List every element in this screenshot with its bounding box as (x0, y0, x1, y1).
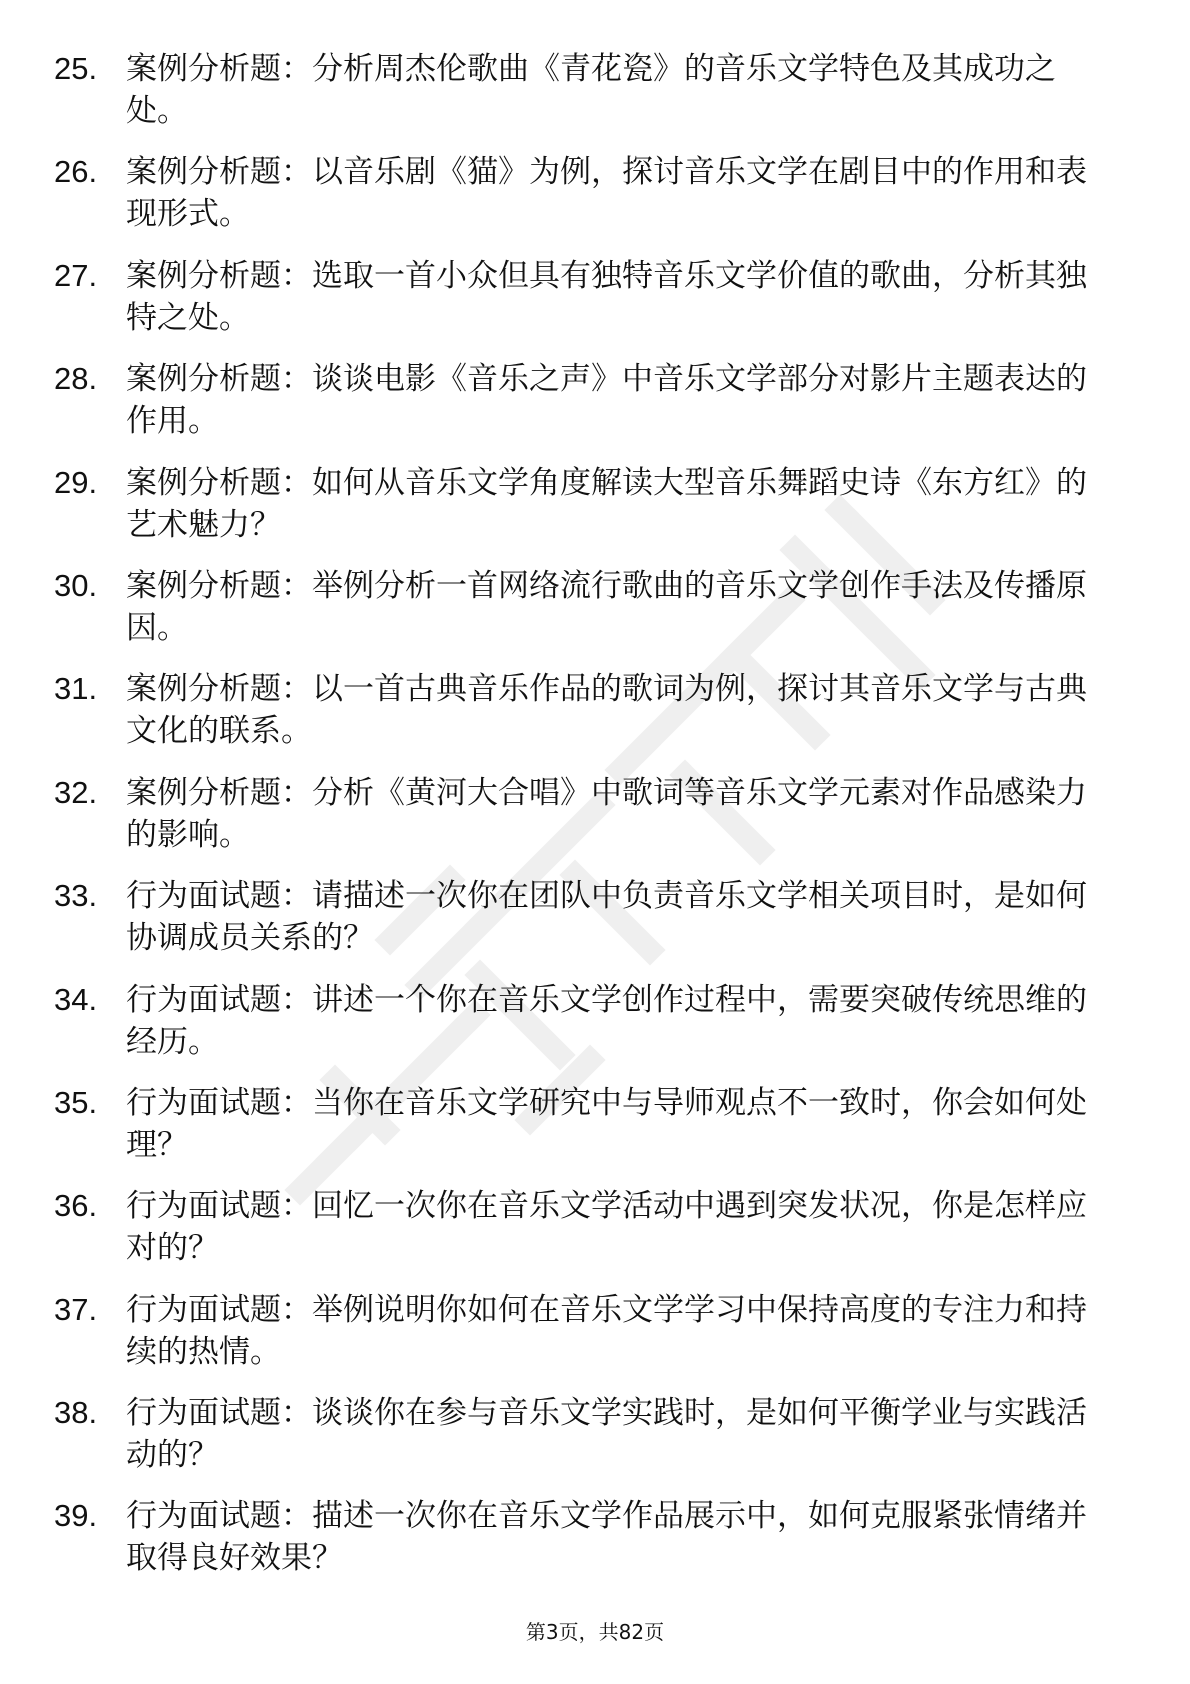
question-text: 案例分析题：选取一首小众但具有独特音乐文学价值的歌曲，分析其独特之处。 (126, 257, 1087, 336)
question-text: 行为面试题：讲述一个你在音乐文学创作过程中，需要突破传统思维的经历。 (126, 981, 1087, 1060)
question-number: 31. (54, 671, 98, 707)
question-item-33 (54, 875, 1116, 959)
question-item-31 (54, 668, 1116, 752)
question-item-28 (54, 358, 1116, 442)
question-item-39 (54, 1495, 1116, 1579)
question-number: 38. (54, 1395, 98, 1431)
question-item-26 (54, 151, 1116, 235)
question-number: 34. (54, 981, 98, 1017)
question-number: 27. (54, 257, 98, 293)
question-number: 37. (54, 1291, 98, 1327)
question-item-30 (54, 565, 1116, 649)
question-number: 25. (54, 51, 98, 86)
question-text: 案例分析题：分析周杰伦歌曲《青花瓷》的音乐文学特色及其成功之处。 (126, 51, 1056, 129)
question-text: 行为面试题：举例说明你如何在音乐文学学习中保持高度的专注力和持续的热情。 (126, 1291, 1087, 1370)
question-number: 30. (54, 567, 98, 603)
question-text: 行为面试题：回忆一次你在音乐文学活动中遇到突发状况，你是怎样应对的？ (126, 1188, 1087, 1267)
question-item-25 (54, 48, 1116, 132)
question-number: 26. (54, 154, 98, 190)
question-number: 32. (54, 774, 98, 810)
question-text: 行为面试题：谈谈你在参与音乐文学实践时，是如何平衡学业与实践活动的？ (126, 1395, 1087, 1474)
question-item-35 (54, 1082, 1116, 1166)
question-number: 29. (54, 464, 98, 500)
question-item-29 (54, 462, 1116, 546)
question-item-36 (54, 1185, 1116, 1269)
page-number-label: 第3页，共82页 (525, 1620, 665, 1644)
question-item-38 (54, 1392, 1116, 1476)
question-text: 案例分析题：以音乐剧《猫》为例，探讨音乐文学在剧目中的作用和表现形式。 (126, 154, 1087, 233)
question-item-37 (54, 1289, 1116, 1373)
page-footer (0, 1618, 1190, 1646)
question-text: 行为面试题：请描述一次你在团队中负责音乐文学相关项目时，是如何协调成员关系的？ (126, 878, 1087, 957)
question-item-27 (54, 255, 1116, 339)
question-text: 案例分析题：谈谈电影《音乐之声》中音乐文学部分对影片主题表达的作用。 (126, 361, 1087, 440)
question-item-32 (54, 772, 1116, 856)
question-text: 案例分析题：举例分析一首网络流行歌曲的音乐文学创作手法及传播原因。 (126, 567, 1087, 646)
question-list (54, 48, 1116, 1599)
question-text: 行为面试题：当你在音乐文学研究中与导师观点不一致时，你会如何处理？ (126, 1084, 1087, 1163)
question-number: 28. (54, 361, 98, 397)
question-item-34 (54, 979, 1116, 1063)
question-text: 行为面试题：描述一次你在音乐文学作品展示中，如何克服紧张情绪并取得良好效果？ (126, 1498, 1087, 1577)
question-number: 36. (54, 1188, 98, 1224)
question-number: 33. (54, 878, 98, 914)
question-text: 案例分析题：以一首古典音乐作品的歌词为例，探讨其音乐文学与古典文化的联系。 (126, 671, 1087, 750)
question-text: 案例分析题：如何从音乐文学角度解读大型音乐舞蹈史诗《东方红》的艺术魅力？ (126, 464, 1087, 543)
question-number: 35. (54, 1084, 98, 1120)
question-number: 39. (54, 1498, 98, 1534)
question-text: 案例分析题：分析《黄河大合唱》中歌词等音乐文学元素对作品感染力的影响。 (126, 774, 1087, 853)
